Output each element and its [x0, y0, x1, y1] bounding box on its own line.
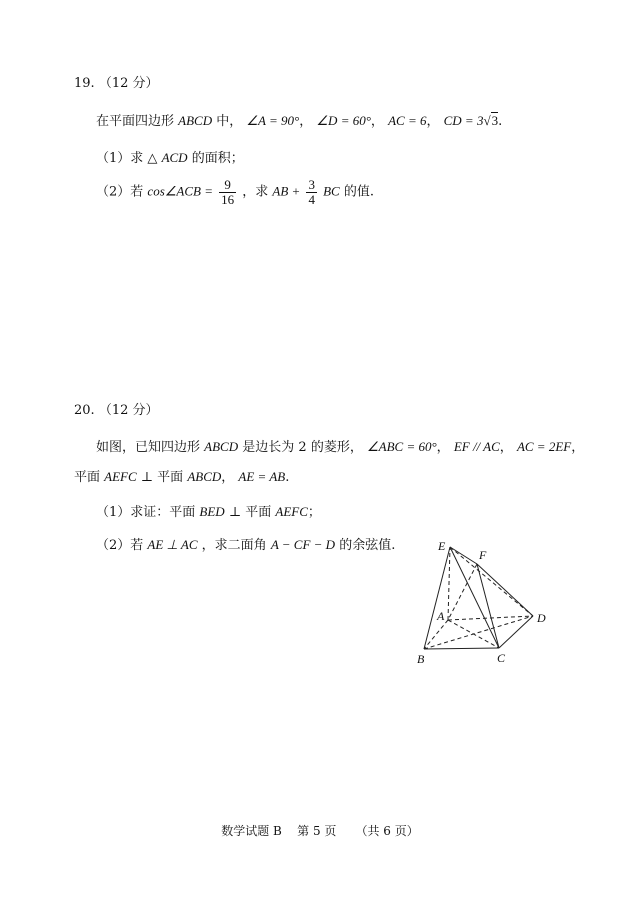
q19-quad: ABCD: [178, 113, 213, 128]
q19-ac: AC = 6: [388, 113, 427, 128]
q19-p1-name: ACD: [161, 150, 188, 165]
q19-p1-label: （1）求: [96, 151, 144, 166]
q20-l1-angle: ∠ABC = 60°: [366, 439, 437, 454]
footer-page: 第 5 页: [297, 824, 337, 838]
polyhedron-figure: [408, 537, 564, 671]
q20-l2-plane: 平面: [157, 470, 184, 485]
perpendicular-icon: ⊥: [228, 505, 242, 520]
q20-part1: [96, 501, 321, 520]
q19-cd-prefix: CD = 3: [443, 113, 484, 128]
edge-fd: [477, 564, 533, 616]
q19-p2-fraction2: [306, 178, 317, 206]
label-a: A: [437, 609, 445, 623]
q20-header: [74, 399, 159, 418]
q19-angle-a: ∠A = 90°: [246, 113, 300, 128]
q19-sep: ，: [299, 114, 313, 129]
q19-p2-cos: cos∠ACB =: [147, 183, 213, 199]
q20-l2-ae: AE = AB: [238, 469, 286, 484]
q19-p2-den: 16: [221, 191, 235, 207]
q19-zhong: 中，: [216, 114, 243, 129]
edge-ae: [448, 547, 450, 620]
edge-fc: [477, 564, 499, 648]
label-e: E: [438, 539, 446, 553]
q20-p1-bed: BED: [199, 504, 225, 519]
q20-p2-angle: A − CF − D: [270, 537, 336, 552]
q20-l1-mid: 是边长为: [242, 440, 295, 455]
q19-end: .: [498, 114, 503, 129]
q19-p1-suffix: 的面积；: [191, 151, 244, 166]
q20-l2-prefix: 平面: [74, 470, 101, 485]
q19-cd-sqrt: 3: [491, 113, 499, 128]
q20-number: 20.: [74, 403, 95, 418]
footer-total: （共 6 页）: [355, 824, 419, 838]
q19-score: （12 分）: [98, 76, 159, 91]
q19-part1: [96, 147, 244, 166]
q20-l1-quad: ABCD: [204, 439, 239, 454]
triangle-icon: △: [147, 151, 158, 166]
q19-p2-num: 9: [219, 178, 236, 193]
q20-p2-cond: AE ⊥ AC: [147, 537, 198, 552]
q20-l1-ac: AC = 2EF: [516, 439, 572, 454]
q20-l1-shape: 的菱形，: [310, 440, 363, 455]
q19-p2-mid: ，求: [242, 184, 269, 200]
q19-part2: [96, 178, 374, 206]
q19-angle-d: ∠D = 60°: [316, 113, 371, 128]
q19-header: [74, 72, 159, 91]
q20-part2: [96, 534, 395, 553]
q19-p2-den2: 4: [308, 191, 315, 207]
q20-l1-two: 2: [298, 440, 307, 455]
q20-p1-aefc: AEFC: [275, 504, 308, 519]
q19-p2-suffix: 的值.: [343, 184, 375, 200]
q20-line1: 如图，已知四边形 ABCD 是边长为 2 的菱形， ∠ABC = 60°， EF // AC， AC = 2EF，: [96, 439, 585, 455]
q20-p1-end: ；: [307, 505, 321, 520]
q19-intro: [96, 110, 502, 129]
q20-l2-aefc: AEFC: [104, 469, 137, 484]
q20-l2-abcd: ABCD: [187, 469, 222, 484]
q19-p2-bc: BC: [323, 183, 340, 199]
edge-ed: [450, 547, 533, 616]
footer-subject: 数学试题 B: [221, 824, 282, 838]
q20-p2-suffix: 的余弦值.: [339, 538, 396, 553]
label-b: B: [417, 652, 425, 666]
q19-cd: CD = 3√3: [443, 113, 499, 128]
q19-p2-ab: AB +: [272, 183, 301, 199]
page-footer: [0, 822, 640, 839]
q19-p2-fraction: [219, 178, 236, 206]
edge-cd: [499, 616, 533, 648]
q20-l1-ef: EF // AC: [453, 439, 500, 454]
label-f: F: [479, 548, 487, 562]
q19-intro-prefix: 在平面四边形: [96, 114, 175, 129]
perpendicular-icon: ⊥: [140, 470, 154, 485]
q20-l1-prefix: 如图，已知四边形: [96, 440, 201, 455]
q19-sep: ，: [370, 114, 384, 129]
q19-p2-label: （2）若: [96, 184, 144, 200]
q20-p1-label: （1）求证：平面: [96, 505, 196, 520]
q19-sep: ，: [426, 114, 440, 129]
label-d: D: [537, 611, 546, 625]
q20-line2: 平面 AEFC ⊥ 平面 ABCD， AE = AB.: [74, 469, 290, 485]
edge-bc: [424, 648, 499, 649]
q20-p2-label: （2）若: [96, 538, 144, 553]
q20-p2-mid: ，求二面角: [201, 538, 267, 553]
q20-p1-plane: 平面: [245, 505, 272, 520]
q19-p2-num2: 3: [308, 177, 315, 192]
q19-number: 19.: [74, 76, 95, 91]
q20-score: （12 分）: [98, 403, 159, 418]
label-c: C: [497, 651, 506, 665]
